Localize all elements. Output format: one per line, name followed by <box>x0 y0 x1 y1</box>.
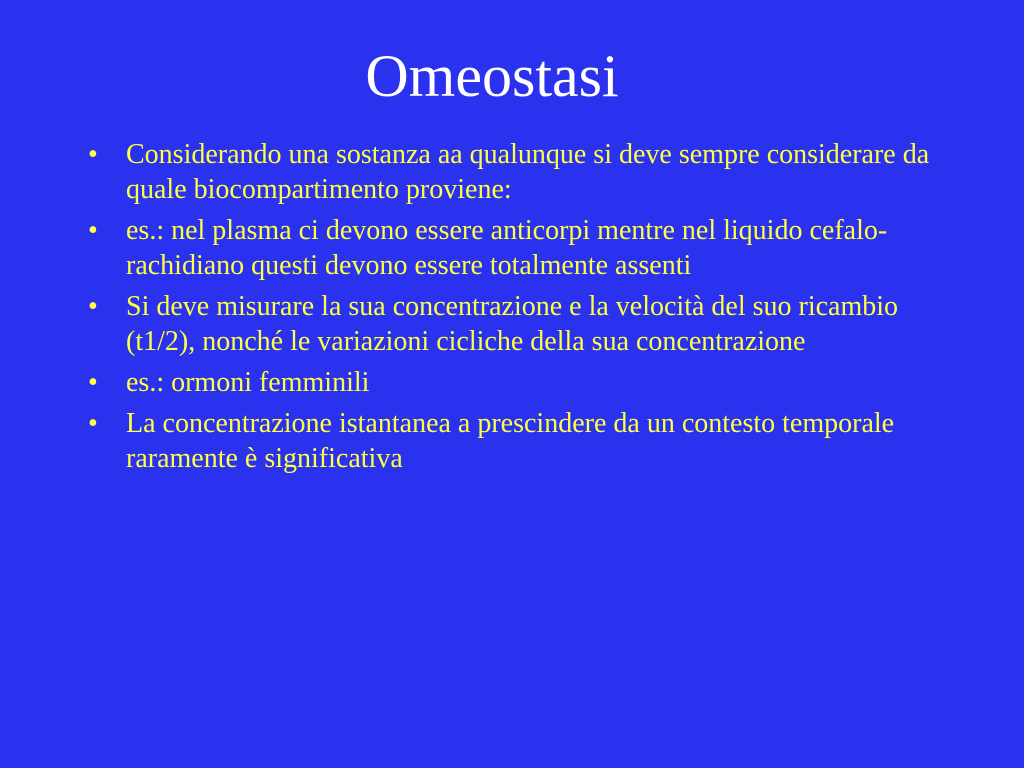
bullet-item <box>80 289 960 359</box>
bullet-item <box>80 213 960 283</box>
bullet-item <box>80 365 960 400</box>
bullet-icon: • <box>88 215 98 246</box>
bullet-icon: • <box>88 139 98 170</box>
bullet-icon: • <box>88 408 98 439</box>
bullet-text: Si deve misurare la sua concentrazione e la velocità del suo ricambio (t1/2), nonché le variazioni cicliche della sua concentrazione <box>126 291 899 357</box>
bullet-icon: • <box>88 291 98 322</box>
bullet-text: es.: ormoni femminili <box>126 367 370 398</box>
bullet-text: La concentrazione istantanea a prescindere da un contesto temporale raramente è significativa <box>126 408 895 474</box>
bullet-text: Considerando una sostanza aa qualunque si deve sempre considerare da quale biocompartimento proviene: <box>126 139 930 205</box>
bullet-item <box>80 137 960 207</box>
slide-title-text: Omeostasi <box>365 43 619 109</box>
bullet-icon: • <box>88 367 98 398</box>
bullet-list <box>80 137 960 482</box>
bullet-text: es.: nel plasma ci devono essere anticorpi mentre nel liquido cefalo-rachidiano questi devono essere totalmente assenti <box>126 215 888 281</box>
slide-title <box>0 40 1024 112</box>
bullet-item <box>80 406 960 476</box>
